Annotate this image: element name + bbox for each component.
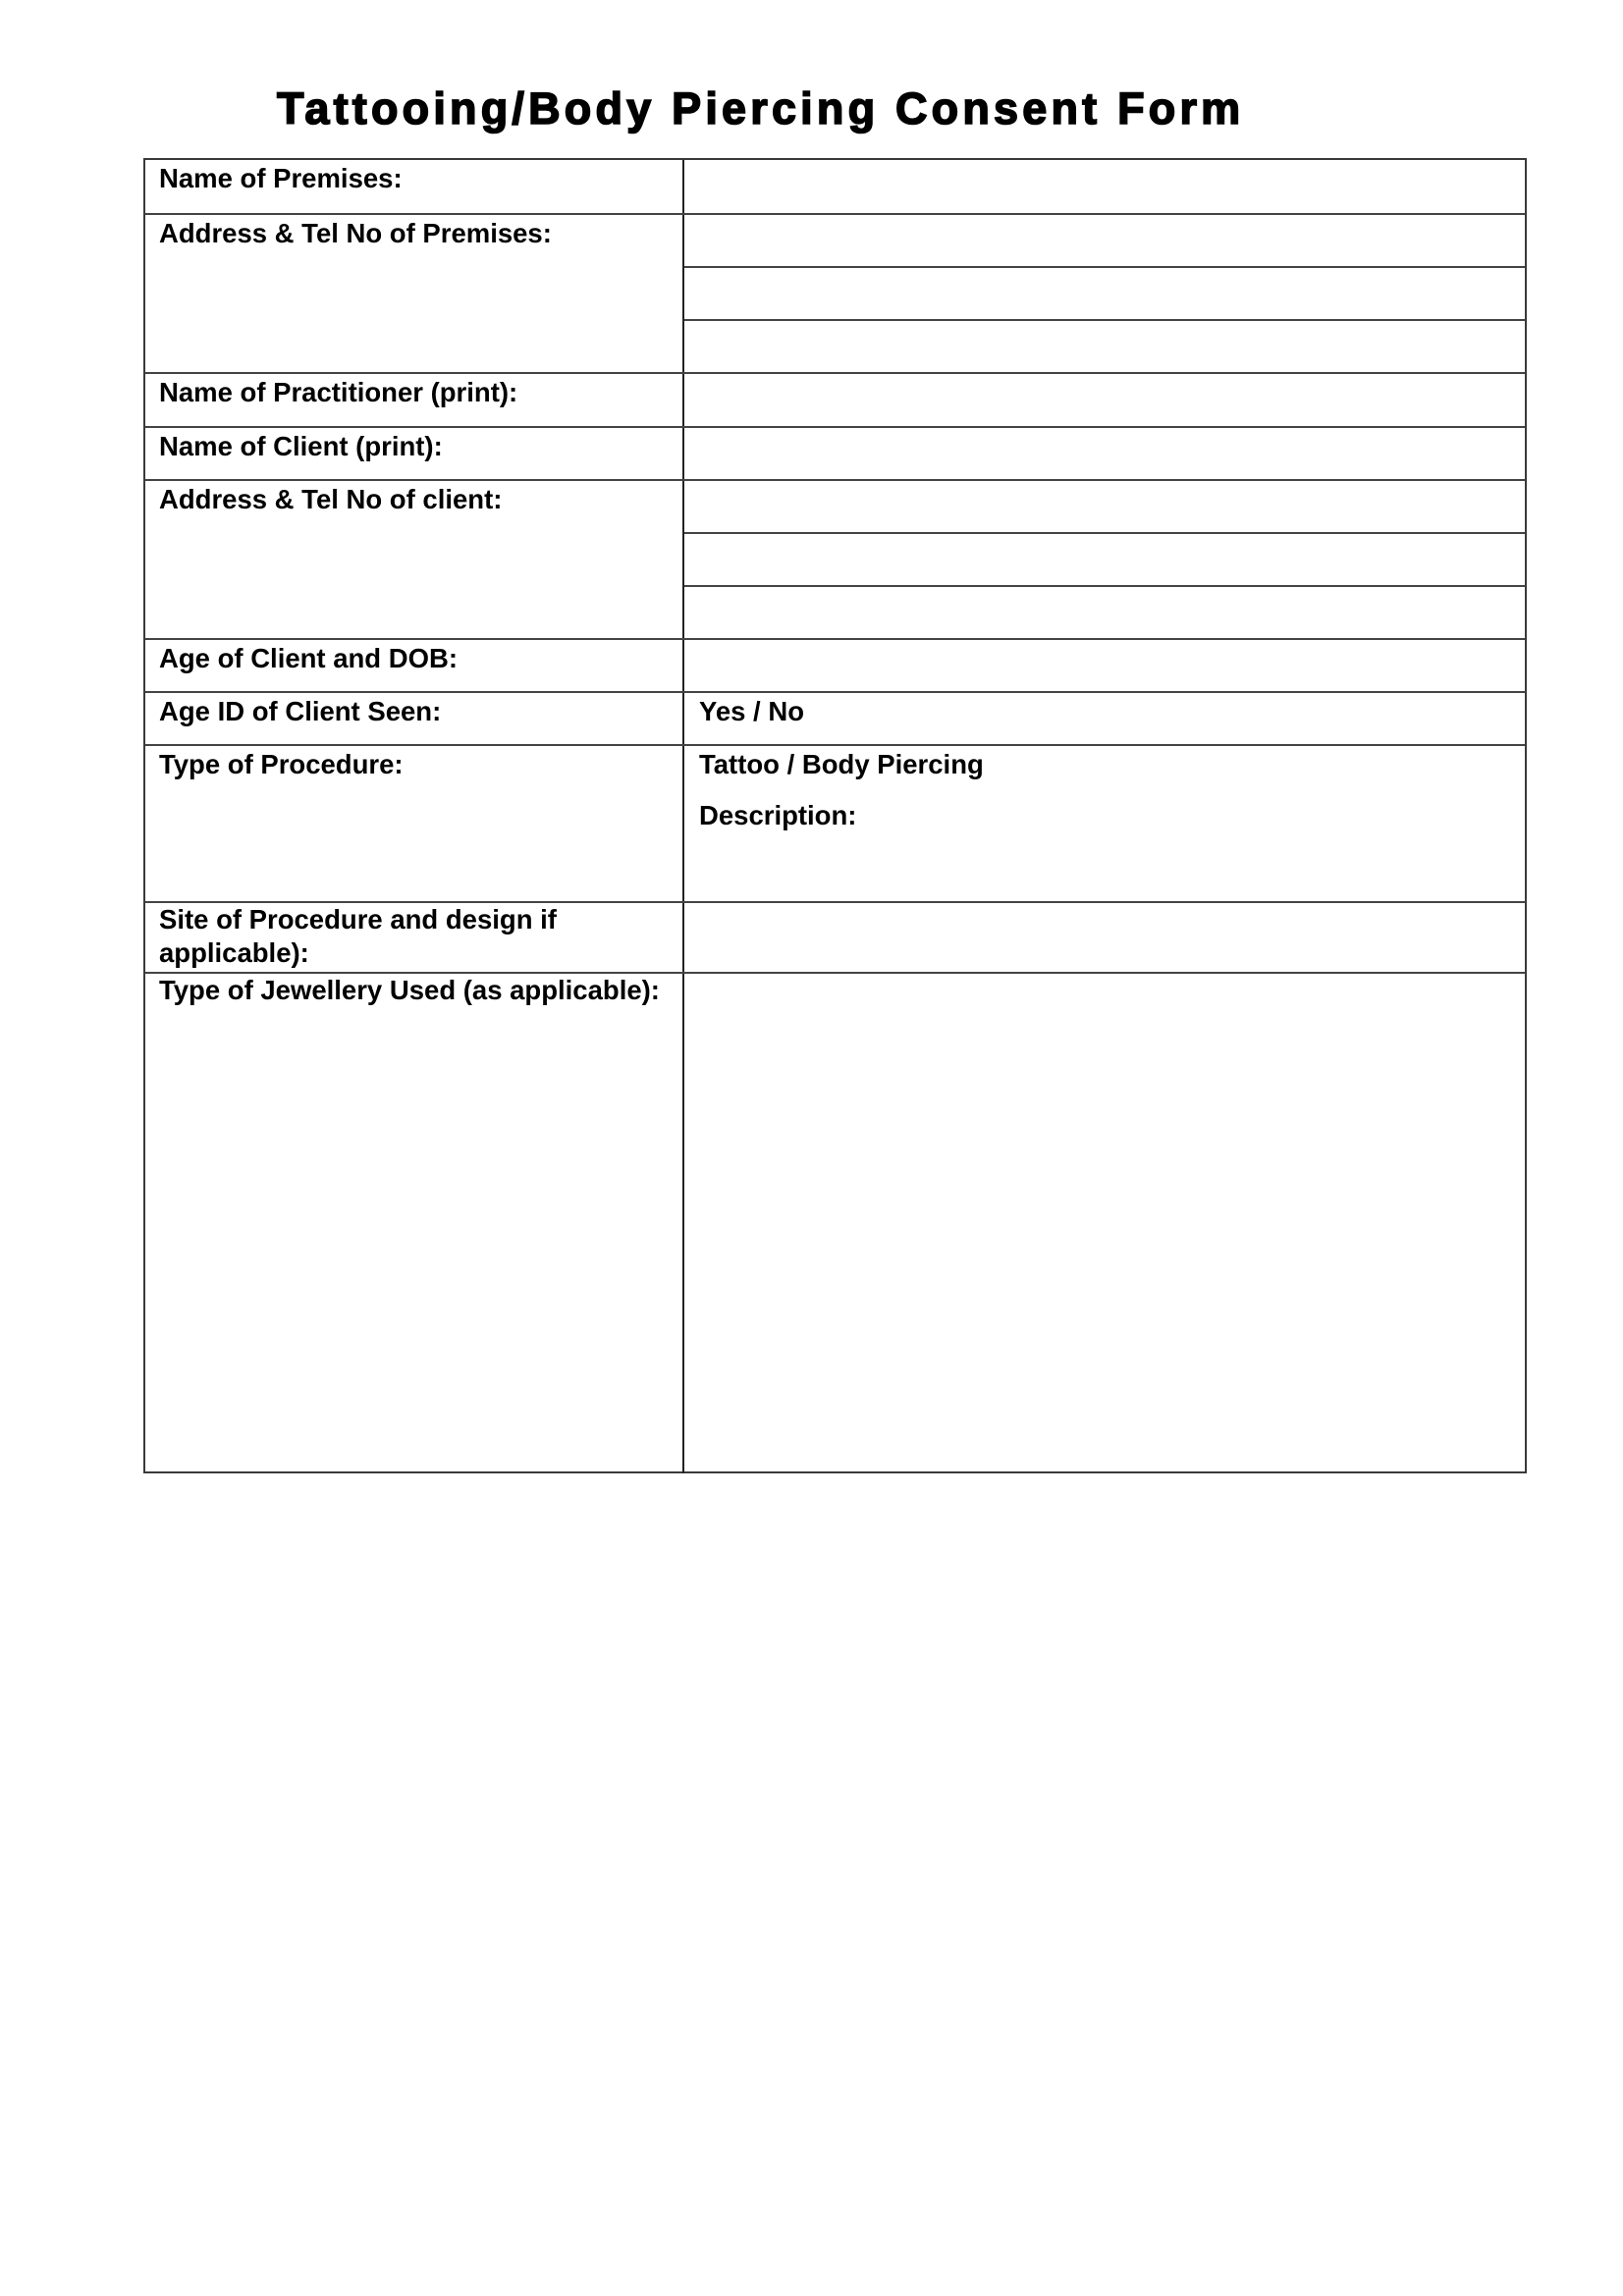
label-name-of-practitioner: Name of Practitioner (print): — [145, 374, 684, 426]
field-address-premises-line-1[interactable] — [684, 215, 1525, 268]
field-address-premises-line-3[interactable] — [684, 321, 1525, 374]
label-site-of-procedure: Site of Procedure and design if applicable): — [145, 903, 684, 972]
field-address-premises-line-2[interactable] — [684, 268, 1525, 321]
field-age-id-seen-yes-no[interactable]: Yes / No — [699, 696, 804, 726]
row-age-and-dob — [145, 638, 1525, 691]
description-label: Description: — [699, 800, 857, 830]
row-site-of-procedure — [145, 901, 1525, 972]
row-type-of-procedure — [145, 744, 1525, 901]
field-name-of-client[interactable] — [684, 428, 1525, 479]
label-name-of-premises: Name of Premises: — [145, 160, 684, 213]
field-group-address-of-client — [684, 481, 1525, 638]
procedure-options-text: Tattoo / Body Piercing — [699, 749, 984, 779]
consent-form-table — [143, 158, 1527, 1473]
row-name-of-client — [145, 426, 1525, 479]
row-name-of-practitioner — [145, 372, 1525, 426]
field-group-address-of-premises — [684, 215, 1525, 372]
field-address-client-line-1[interactable] — [684, 481, 1525, 534]
label-type-of-jewellery: Type of Jewellery Used (as applicable): — [145, 974, 684, 1473]
row-name-of-premises — [145, 160, 1525, 213]
field-type-of-jewellery[interactable] — [684, 974, 1525, 1473]
label-age-and-dob: Age of Client and DOB: — [145, 640, 684, 691]
field-name-of-premises[interactable] — [684, 160, 1525, 213]
field-name-of-practitioner[interactable] — [684, 374, 1525, 426]
field-type-of-procedure[interactable] — [684, 746, 1525, 901]
label-address-of-premises: Address & Tel No of Premises: — [145, 215, 684, 372]
field-address-client-line-3[interactable] — [684, 587, 1525, 640]
row-address-of-client — [145, 479, 1525, 638]
label-address-of-client: Address & Tel No of client: — [145, 481, 684, 638]
field-address-client-line-2[interactable] — [684, 534, 1525, 587]
form-title: Tattooing/Body Piercing Consent Form — [277, 83, 1245, 133]
field-site-of-procedure[interactable] — [684, 903, 1525, 972]
row-type-of-jewellery — [145, 972, 1525, 1473]
label-age-id-seen: Age ID of Client Seen: — [145, 693, 684, 744]
label-name-of-client: Name of Client (print): — [145, 428, 684, 479]
field-age-and-dob[interactable] — [684, 640, 1525, 691]
row-address-of-premises — [145, 213, 1525, 372]
label-type-of-procedure: Type of Procedure: — [145, 746, 684, 901]
row-age-id-seen — [145, 691, 1525, 744]
